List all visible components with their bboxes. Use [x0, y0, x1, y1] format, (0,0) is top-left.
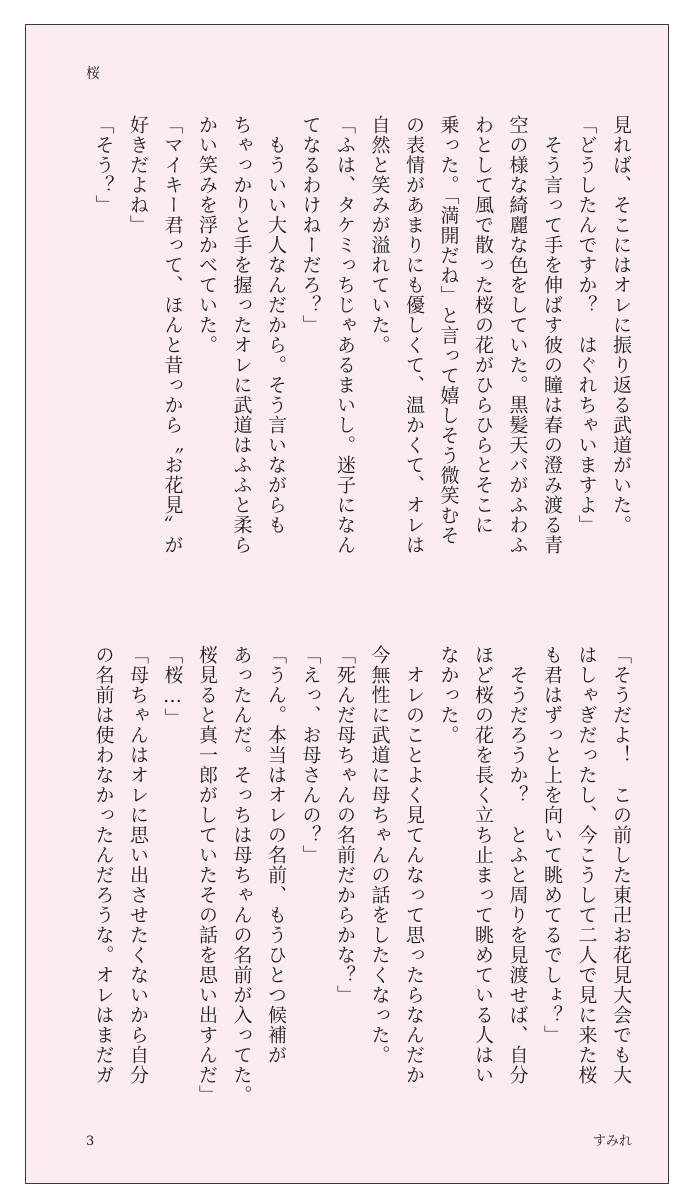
text-line: わとして風で散った桜の花がひらひらとそこに — [472, 115, 494, 535]
body-text-bottom — [86, 645, 638, 1105]
text-line: 「マイキー君って、ほんと昔っから〝お花見〟が — [161, 115, 184, 555]
body-text-top — [86, 115, 638, 615]
text-line: 桜見ると真一郎がしていたその話を思い出すんだ」 — [196, 645, 218, 1105]
text-line: はしゃぎだったし、今こうして二人で見に来た桜 — [575, 645, 598, 1085]
text-line: オレのことよく見てんなって思ったらなんだか — [403, 645, 425, 1085]
text-line: 「死んだ母ちゃんの名前だからかな？」 — [334, 645, 356, 1005]
text-line: も君はずっと上を向いて眺めてるでしょ？」 — [541, 645, 563, 1045]
text-line: 見れば、そこにはオレに振り返る武道がいた。 — [610, 115, 632, 535]
text-line: 空の様な綺麗な色をしていた。黒髪天パがふわふ — [506, 115, 529, 555]
text-line: 「えっ、お母さんの？」 — [299, 645, 322, 865]
text-line: 好きだよね」 — [127, 115, 149, 235]
text-line: ちゃっかりと手を握ったオレに武道はふふと柔ら — [230, 115, 253, 555]
text-line: あったんだ。そっちは母ちゃんの名前が入ってた。 — [230, 645, 253, 1105]
text-line: 「ふは、タケミっちじゃあるまいし。迷子になん — [334, 115, 356, 555]
text-line: 「そうだよ！ この前した東卍お花見大会でも大 — [610, 645, 632, 1085]
text-line: かい笑みを浮かべていた。 — [196, 115, 218, 355]
text-line: の表情があまりにも優しくて、温かくて、オレは — [403, 115, 425, 555]
text-line: 乗った。「満開だね」と言って嬉しそう微笑むそ — [437, 115, 460, 546]
text-line: 「うん。本当はオレの名前、もうひとつ候補が — [265, 645, 287, 1065]
text-line: の名前は使わなかったんだろうな。オレはまだガ — [92, 645, 115, 1085]
text-line: 「桜…」 — [161, 645, 184, 728]
text-line: そう言って手を伸ばす彼の瞳は春の澄み渡る青 — [541, 115, 563, 555]
text-line: 自然と笑みが溢れていた。 — [368, 115, 391, 355]
text-line: 「どうしたんですか？ はぐれちゃいますよ」 — [575, 115, 598, 535]
author-name: すみれ — [592, 1134, 632, 1149]
chapter-title: 桜 — [86, 66, 100, 82]
text-line: なかった。 — [437, 645, 460, 745]
text-line: ほど桜の花を長く立ち止まって眺めている人はい — [472, 645, 494, 1085]
text-line: そうだろうか？ とふと周りを見渡せば、自分 — [506, 645, 529, 1085]
page-number: 3 — [86, 1134, 95, 1149]
text-line: てなるわけねーだろ？」 — [299, 115, 322, 335]
text-line: 今無性に武道に母ちゃんの話をしたくなった。 — [368, 645, 391, 1065]
book-page — [25, 24, 669, 1184]
text-line: 「母ちゃんはオレに思い出させたくないから自分 — [127, 645, 149, 1085]
text-line: もういい大人なんだから。そう言いながらも — [265, 115, 287, 535]
text-line: 「そう？」 — [92, 115, 115, 215]
